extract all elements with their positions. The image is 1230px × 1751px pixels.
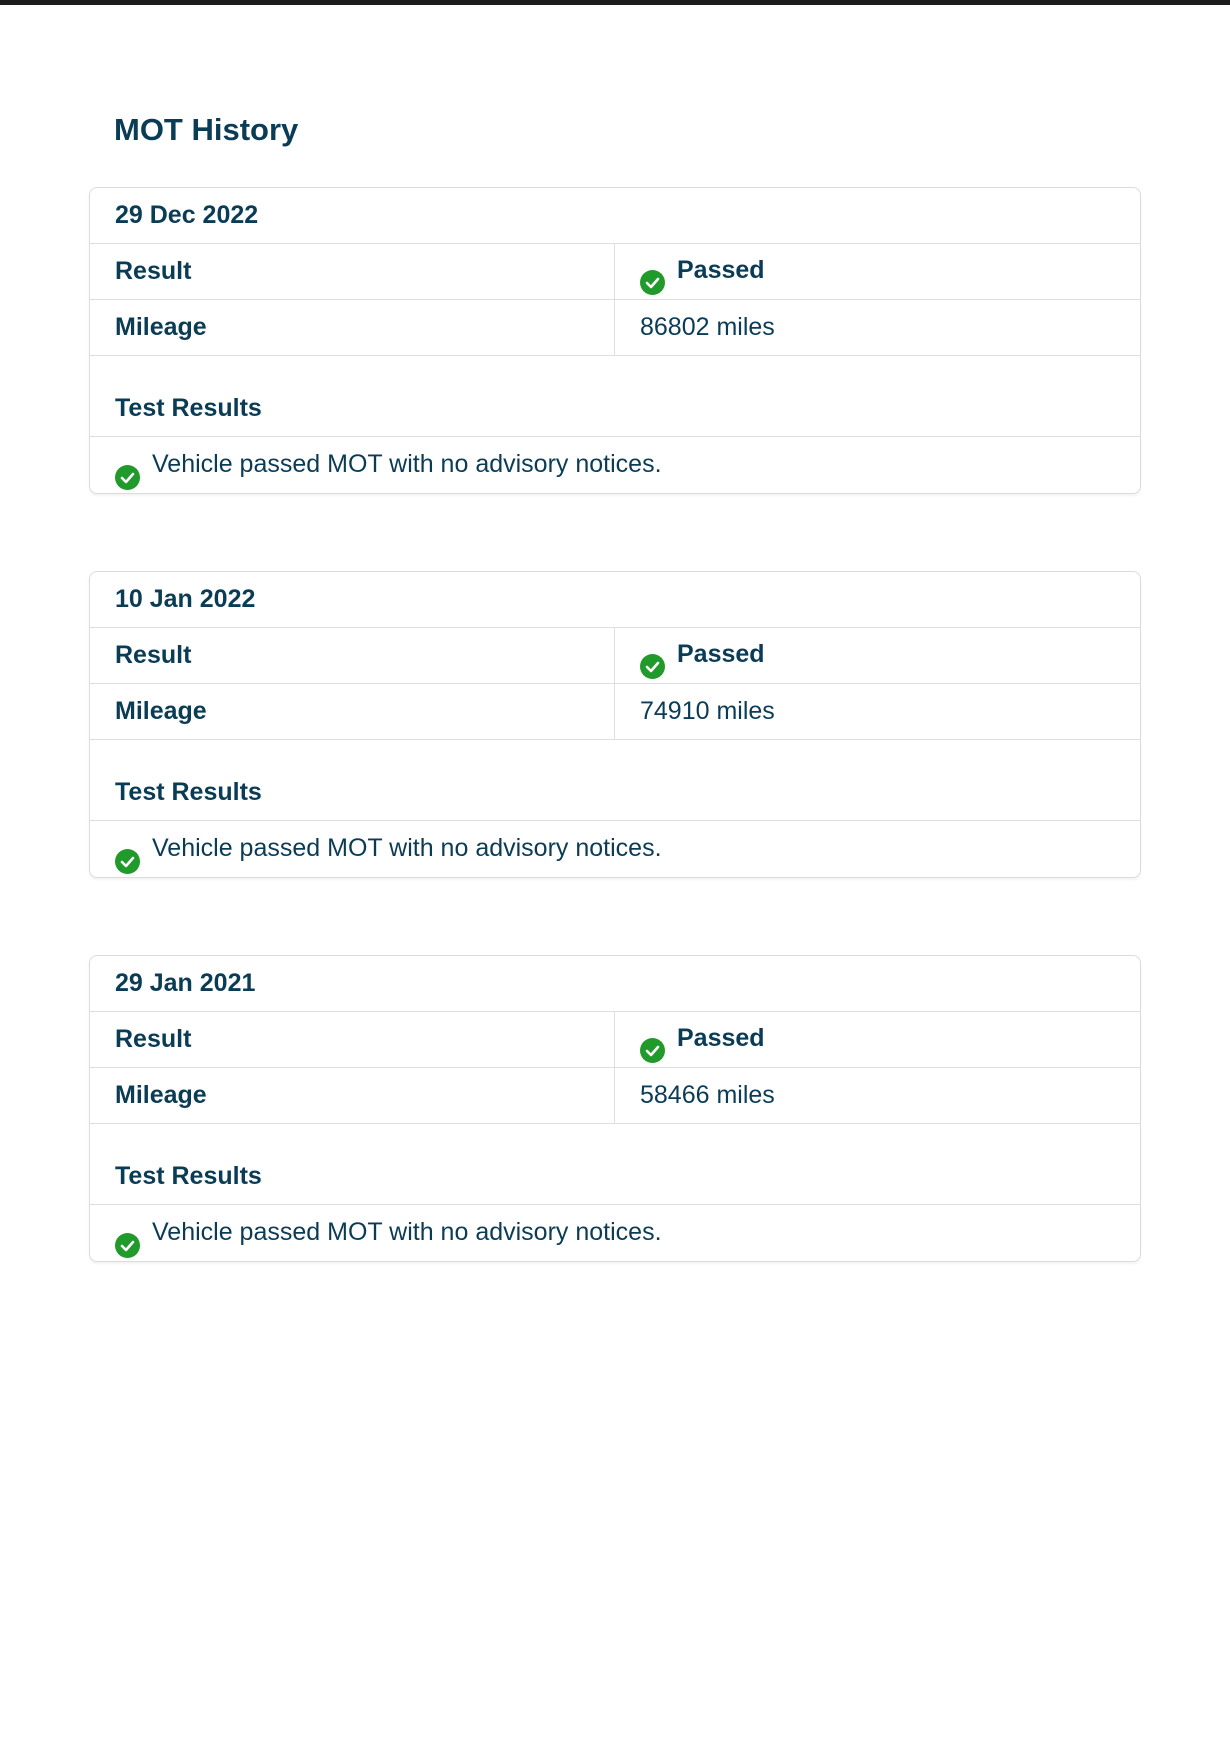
mileage-label: Mileage [90, 1068, 615, 1123]
test-results-heading: Test Results [115, 778, 262, 806]
advisory-notice-row [90, 1205, 1140, 1261]
result-status: Passed [677, 256, 765, 284]
mileage-label: Mileage [90, 684, 615, 739]
advisory-notice-row [90, 821, 1140, 877]
result-row [90, 1012, 1140, 1068]
record-date-row [90, 572, 1140, 628]
result-value [615, 244, 1140, 299]
test-results-heading-row [90, 356, 1140, 437]
mileage-row [90, 684, 1140, 740]
record-date: 29 Jan 2021 [115, 969, 256, 997]
advisory-notice-text: Vehicle passed MOT with no advisory notices. [152, 1218, 662, 1246]
advisory-notice-row [90, 437, 1140, 493]
result-label: Result [90, 628, 615, 683]
result-value [615, 628, 1140, 683]
check-circle-icon [115, 849, 140, 874]
check-circle-icon [115, 465, 140, 490]
check-circle-icon [115, 1233, 140, 1258]
result-row [90, 244, 1140, 300]
top-bar [0, 0, 1230, 5]
mileage-row [90, 1068, 1140, 1124]
check-circle-icon [640, 270, 665, 295]
record-date-row [90, 956, 1140, 1012]
mot-record-card [89, 187, 1141, 494]
record-date-row [90, 188, 1140, 244]
mileage-value: 58466 miles [640, 1081, 775, 1109]
test-results-heading: Test Results [115, 394, 262, 422]
result-status: Passed [677, 640, 765, 668]
test-results-heading: Test Results [115, 1162, 262, 1190]
result-row [90, 628, 1140, 684]
check-circle-icon [640, 654, 665, 679]
page-title: MOT History [114, 112, 299, 147]
mileage-row [90, 300, 1140, 356]
result-value [615, 1012, 1140, 1067]
test-results-heading-row [90, 1124, 1140, 1205]
test-results-heading-row [90, 740, 1140, 821]
record-date: 29 Dec 2022 [115, 201, 259, 229]
mot-record-card [89, 571, 1141, 878]
result-label: Result [90, 244, 615, 299]
record-date: 10 Jan 2022 [115, 585, 256, 613]
check-circle-icon [640, 1038, 665, 1063]
mot-record-card [89, 955, 1141, 1262]
advisory-notice-text: Vehicle passed MOT with no advisory notices. [152, 450, 662, 478]
result-label: Result [90, 1012, 615, 1067]
mot-history-list [89, 187, 1141, 1262]
mileage-label: Mileage [90, 300, 615, 355]
mileage-value: 86802 miles [640, 313, 775, 341]
result-status: Passed [677, 1024, 765, 1052]
advisory-notice-text: Vehicle passed MOT with no advisory notices. [152, 834, 662, 862]
mileage-value: 74910 miles [640, 697, 775, 725]
